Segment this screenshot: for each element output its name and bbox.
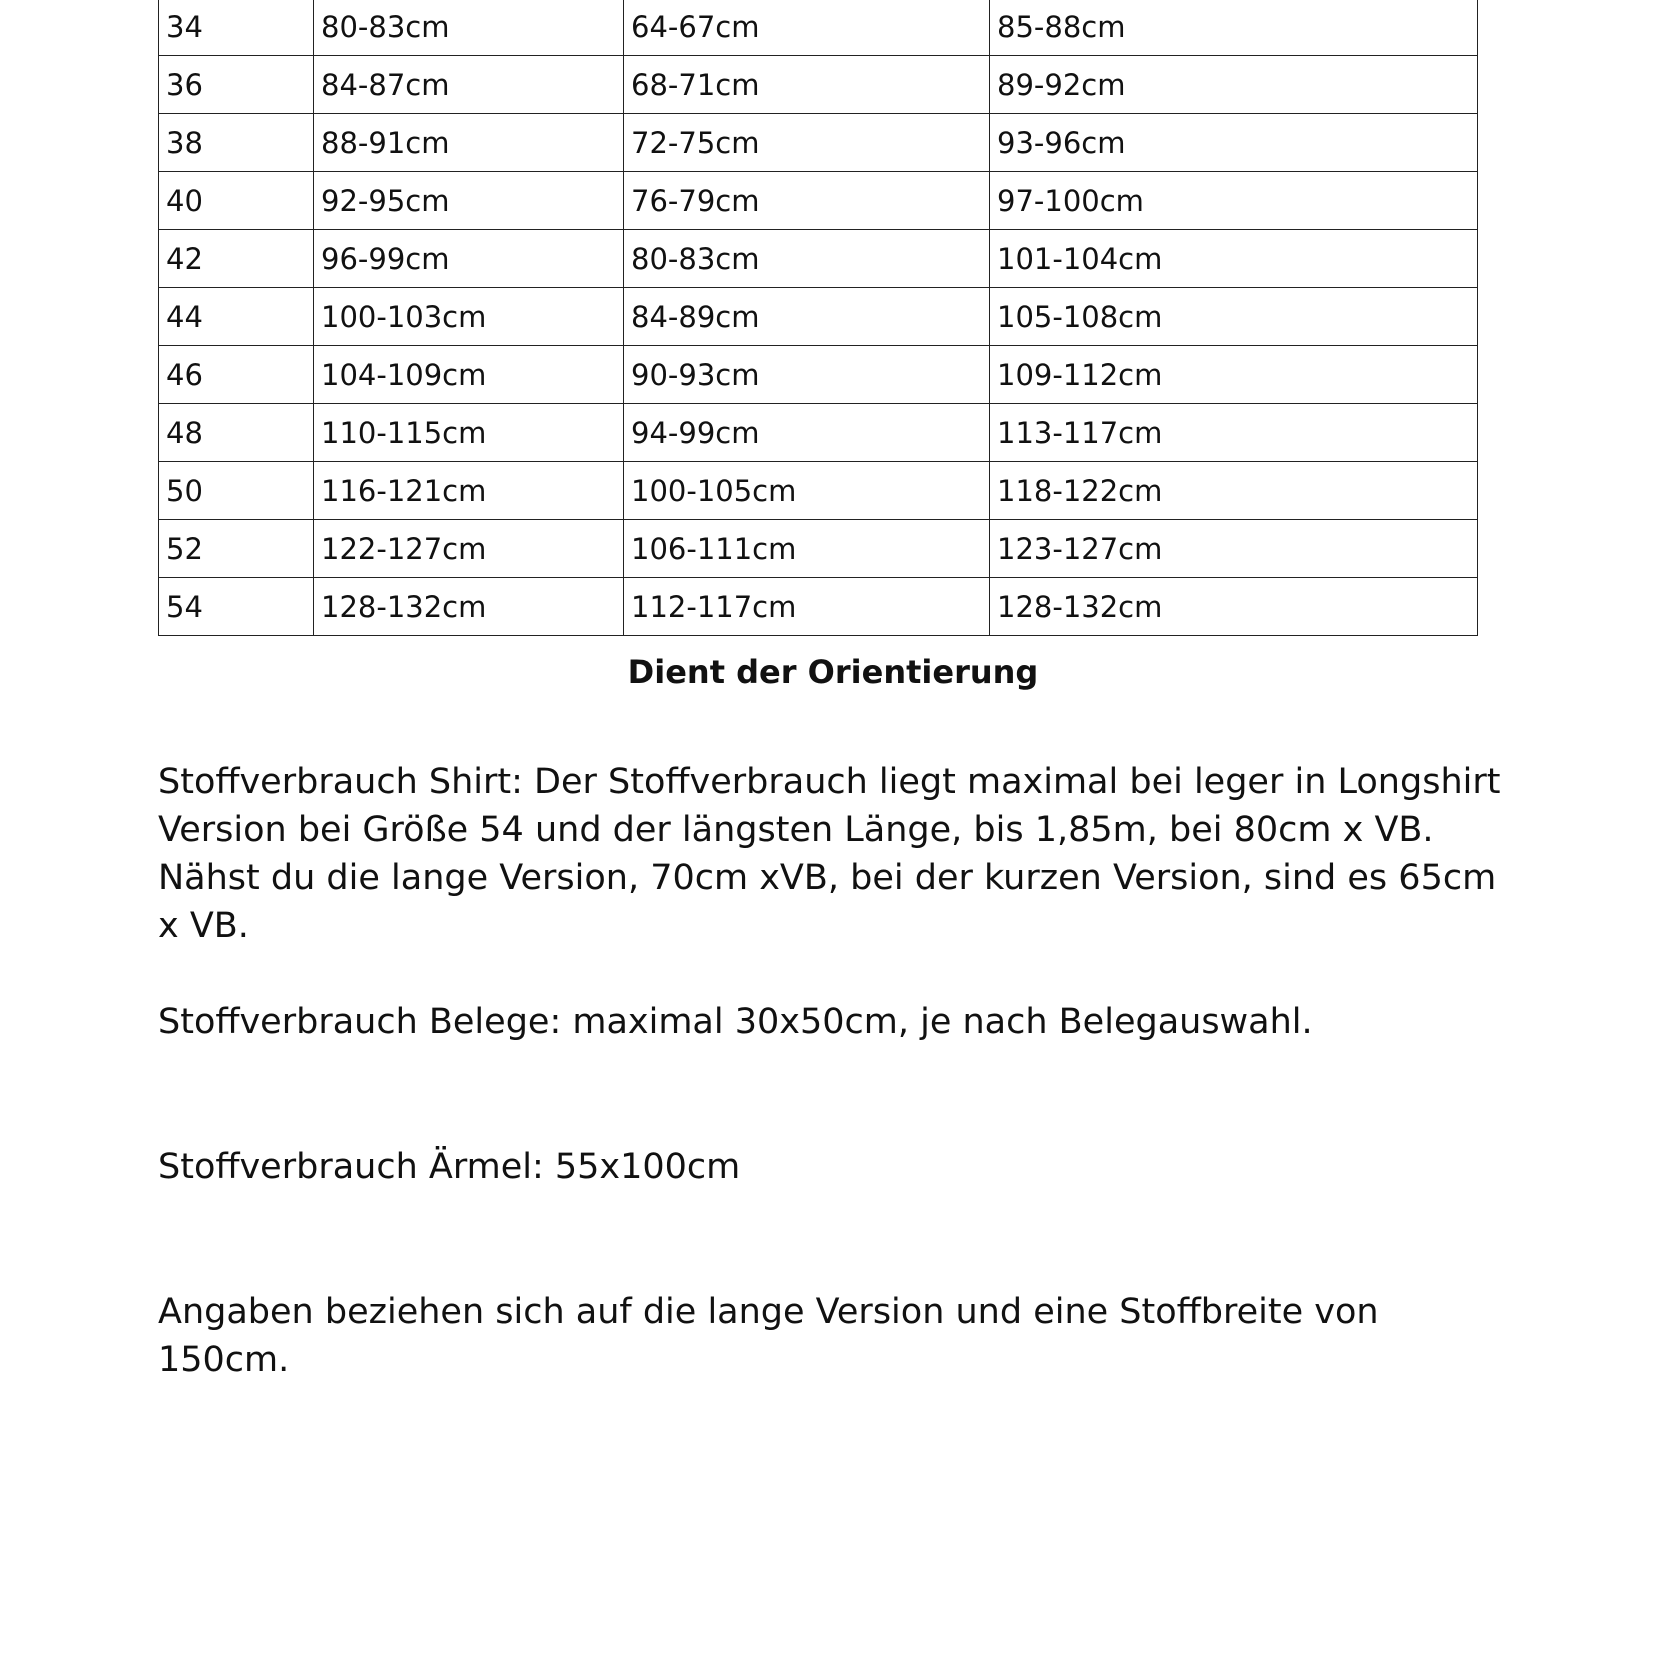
table-row (159, 172, 1478, 230)
measure-cell: 97-100cm (990, 172, 1478, 230)
size-cell: 34 (159, 0, 314, 56)
measure-cell: 128-132cm (990, 578, 1478, 636)
measure-cell: 106-111cm (624, 520, 990, 578)
measure-cell: 110-115cm (314, 404, 624, 462)
measure-cell: 113-117cm (990, 404, 1478, 462)
table-row (159, 114, 1478, 172)
measure-cell: 72-75cm (624, 114, 990, 172)
measure-cell: 122-127cm (314, 520, 624, 578)
measure-cell: 90-93cm (624, 346, 990, 404)
measure-cell: 101-104cm (990, 230, 1478, 288)
size-cell: 36 (159, 56, 314, 114)
measure-cell: 93-96cm (990, 114, 1478, 172)
measure-cell: 116-121cm (314, 462, 624, 520)
measure-cell: 68-71cm (624, 56, 990, 114)
size-cell: 54 (159, 578, 314, 636)
measure-cell: 84-89cm (624, 288, 990, 346)
table-row (159, 520, 1478, 578)
measure-cell: 76-79cm (624, 172, 990, 230)
table-row (159, 288, 1478, 346)
measure-cell: 84-87cm (314, 56, 624, 114)
measure-cell: 128-132cm (314, 578, 624, 636)
size-cell: 52 (159, 520, 314, 578)
table-row (159, 230, 1478, 288)
size-cell: 38 (159, 114, 314, 172)
measure-cell: 112-117cm (624, 578, 990, 636)
measure-cell: 92-95cm (314, 172, 624, 230)
table-row (159, 0, 1478, 56)
fabric-width-note: Angaben beziehen sich auf die lange Version und eine Stoffbreite von 150cm. (158, 1292, 1379, 1380)
size-cell: 44 (159, 288, 314, 346)
measure-cell: 100-105cm (624, 462, 990, 520)
measure-cell: 105-108cm (990, 288, 1478, 346)
fabric-usage-facings-text: Stoffverbrauch Belege: maximal 30x50cm, je nach Belegauswahl. (158, 1002, 1313, 1042)
table-row (159, 346, 1478, 404)
fabric-usage-sleeves-text: Stoffverbrauch Ärmel: 55x100cm (158, 1147, 741, 1187)
measure-cell: 80-83cm (314, 0, 624, 56)
size-table (158, 0, 1478, 636)
measure-cell: 80-83cm (624, 230, 990, 288)
measure-cell: 94-99cm (624, 404, 990, 462)
table-row (159, 56, 1478, 114)
table-caption: Dient der Orientierung (627, 653, 1039, 691)
measure-cell: 85-88cm (990, 0, 1478, 56)
size-cell: 40 (159, 172, 314, 230)
size-cell: 46 (159, 346, 314, 404)
measure-cell: 88-91cm (314, 114, 624, 172)
size-cell: 48 (159, 404, 314, 462)
table-row (159, 578, 1478, 636)
measure-cell: 123-127cm (990, 520, 1478, 578)
measure-cell: 118-122cm (990, 462, 1478, 520)
table-row (159, 462, 1478, 520)
fabric-usage-shirt-text: Stoffverbrauch Shirt: Der Stoffverbrauch liegt maximal bei leger in Longshirt Version bei Größe 54 und der längsten Länge, bis 1,85m, bei 80cm x VB. Nähst du die lange Version, 70cm xVB, bei der kurzen Version, sind es 65cm x VB. (158, 762, 1501, 946)
size-cell: 42 (159, 230, 314, 288)
size-table-body (159, 0, 1478, 636)
measure-cell: 109-112cm (990, 346, 1478, 404)
measure-cell: 100-103cm (314, 288, 624, 346)
measure-cell: 64-67cm (624, 0, 990, 56)
measure-cell: 89-92cm (990, 56, 1478, 114)
measure-cell: 96-99cm (314, 230, 624, 288)
measure-cell: 104-109cm (314, 346, 624, 404)
size-cell: 50 (159, 462, 314, 520)
table-row (159, 404, 1478, 462)
